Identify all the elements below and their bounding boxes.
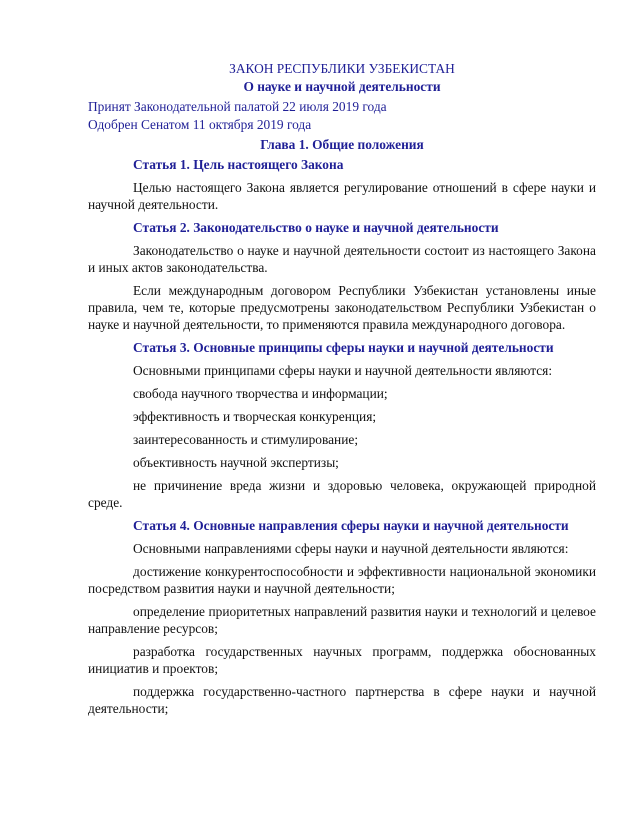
article-paragraph: достижение конкурентоспособности и эффективности национальной экономики посредством развития науки и научной деятельности; <box>88 564 596 596</box>
article-paragraph: разработка государственных научных программ, поддержка обоснованных инициатив и проектов; <box>88 644 596 676</box>
article-paragraph: Основными направлениями сферы науки и научной деятельности являются: <box>133 541 569 556</box>
article-heading: Статья 3. Основные принципы сферы науки и научной деятельности <box>133 340 554 355</box>
law-subtitle: О науке и научной деятельности <box>243 79 441 94</box>
article-heading: Статья 4. Основные направления сферы науки и научной деятельности <box>133 518 569 533</box>
articles <box>88 156 596 717</box>
article-paragraph: Если международным договором Республики Узбекистан установлены иные правила, чем те, которые предусмотрены законодательством Республики Узбекистан о науке и научной деятельности, то применяются правила международного договора. <box>88 283 596 332</box>
adopted-date: Принят Законодательной палатой 22 июля 2019 года <box>88 99 387 114</box>
article-paragraph: свобода научного творчества и информации; <box>133 386 388 401</box>
document-page <box>88 60 596 717</box>
article-paragraph: не причинение вреда жизни и здоровью человека, окружающей природной среде. <box>88 478 596 510</box>
article-paragraph: Целью настоящего Закона является регулирование отношений в сфере науки и научной деятельности. <box>88 180 596 212</box>
article-paragraph: заинтересованность и стимулирование; <box>133 432 359 447</box>
article-paragraph: Законодательство о науке и научной деятельности состоит из настоящего Закона и иных актов законодательства. <box>88 243 596 275</box>
article-paragraph: поддержка государственно-частного партнерства в сфере науки и научной деятельности; <box>88 684 596 716</box>
article-paragraph: объективность научной экспертизы; <box>133 455 339 470</box>
article-heading: Статья 2. Законодательство о науке и научной деятельности <box>133 220 499 235</box>
article-heading: Статья 1. Цель настоящего Закона <box>133 157 344 172</box>
approved-date: Одобрен Сенатом 11 октября 2019 года <box>88 117 312 132</box>
chapter-heading: Глава 1. Общие положения <box>260 137 424 152</box>
law-title: ЗАКОН РЕСПУБЛИКИ УЗБЕКИСТАН <box>229 61 455 76</box>
article-paragraph: Основными принципами сферы науки и научной деятельности являются: <box>133 363 553 378</box>
article-paragraph: эффективность и творческая конкуренция; <box>133 409 377 424</box>
article-paragraph: определение приоритетных направлений развития науки и технологий и целевое направление ресурсов; <box>88 604 596 636</box>
